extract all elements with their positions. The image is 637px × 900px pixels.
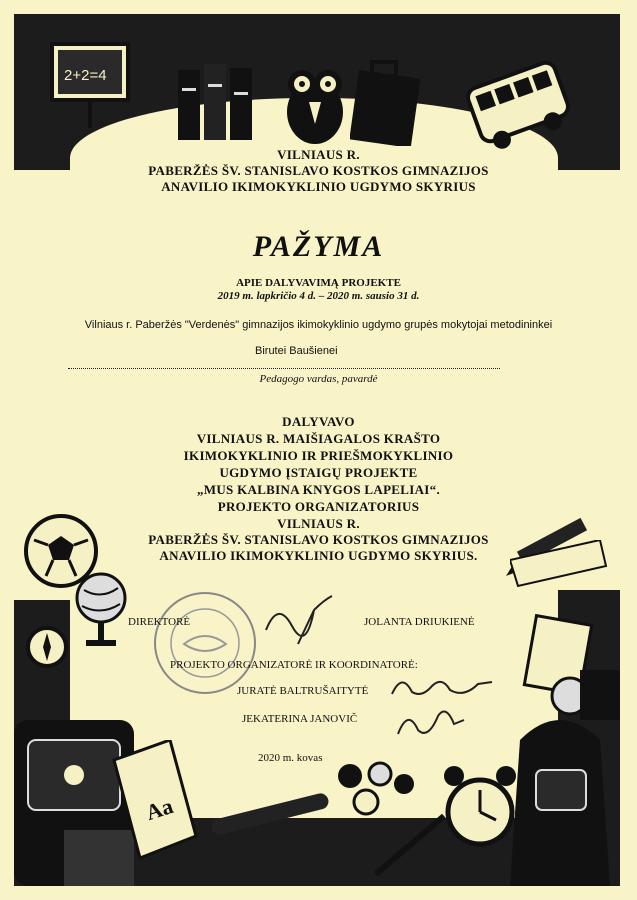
director-label: DIREKTORĖ <box>128 616 191 628</box>
owl-icon <box>282 62 348 146</box>
body-line-1: DALYVAVO <box>282 414 355 429</box>
dotted-line <box>68 368 500 369</box>
body-line-5: „MUS KALBINA KNYGOS LAPELIAI“. <box>196 482 441 497</box>
bus-icon <box>462 52 574 154</box>
coordinator2-signature <box>392 700 472 746</box>
director-name: JOLANTA DRIUKIENĖ <box>364 616 475 628</box>
globe-icon <box>72 570 130 650</box>
project-dates: 2019 m. lapkričio 4 d. – 2020 m. sausio 31 d. <box>217 290 420 302</box>
subtitle: APIE DALYVAVIMĄ PROJEKTE <box>236 277 401 289</box>
body-line-6: PROJEKTO ORGANIZATORIUS <box>217 499 420 514</box>
books-icon <box>176 62 272 142</box>
fountain-pen-icon <box>370 810 450 880</box>
body-line-2: VILNIAUS R. MAIŠIAGALOS KRAŠTO <box>196 431 441 446</box>
page-title: PAŽYMA <box>252 230 385 263</box>
body-line-9: ANAVILIO IKIMOKYKLINIO UGDYMO SKYRIUS. <box>159 548 478 563</box>
issue-date: 2020 m. kovas <box>258 752 323 764</box>
coordinator-1-name: JURATĖ BALTRUŠAITYTĖ <box>237 685 369 697</box>
header-line-1: VILNIAUS R. <box>277 147 360 162</box>
chalkboard-icon <box>48 40 134 132</box>
header-line-3: ANAVILIO IKIMOKYKLINIO UGDYMO SKYRIUS <box>161 179 476 194</box>
briefcase-icon <box>350 58 420 146</box>
chalkboard-text: 2+2=4 <box>64 67 107 84</box>
alarm-clock-icon <box>440 760 520 856</box>
recipient-name: Birutei Baušienei <box>255 345 338 357</box>
open-book-icon <box>110 740 200 860</box>
svg-text:Aa: Aa <box>142 793 177 826</box>
body-line-8: PABERŽĖS ŠV. STANISLAVO KOSTKOS GIMNAZIJOS <box>148 532 489 547</box>
recipient-position: Vilniaus r. Paberžės "Verdenės" gimnazijos ikimokyklinio ugdymo grupės mokytojai metodininkei <box>84 319 553 331</box>
director-signature <box>258 590 338 650</box>
coordinator-2-name: JEKATERINA JANOVIČ <box>242 713 358 725</box>
body-line-4: UGDYMO ĮSTAIGŲ PROJEKTE <box>219 465 418 480</box>
body-line-7: VILNIAUS R. <box>277 516 360 531</box>
official-stamp <box>150 588 260 698</box>
pen-icon <box>200 780 350 850</box>
body-line-3: IKIMOKYKLINIO IR PRIEŠMOKYKLINIO <box>183 448 454 463</box>
header-line-2: PABERŽĖS ŠV. STANISLAVO KOSTKOS GIMNAZIJOS <box>148 163 489 178</box>
compass-icon <box>24 624 70 670</box>
coordinators-label: PROJEKTO ORGANIZATORĖ IR KOORDINATORĖ: <box>170 659 418 671</box>
recipient-caption: Pedagogo vardas, pavardė <box>259 373 378 385</box>
